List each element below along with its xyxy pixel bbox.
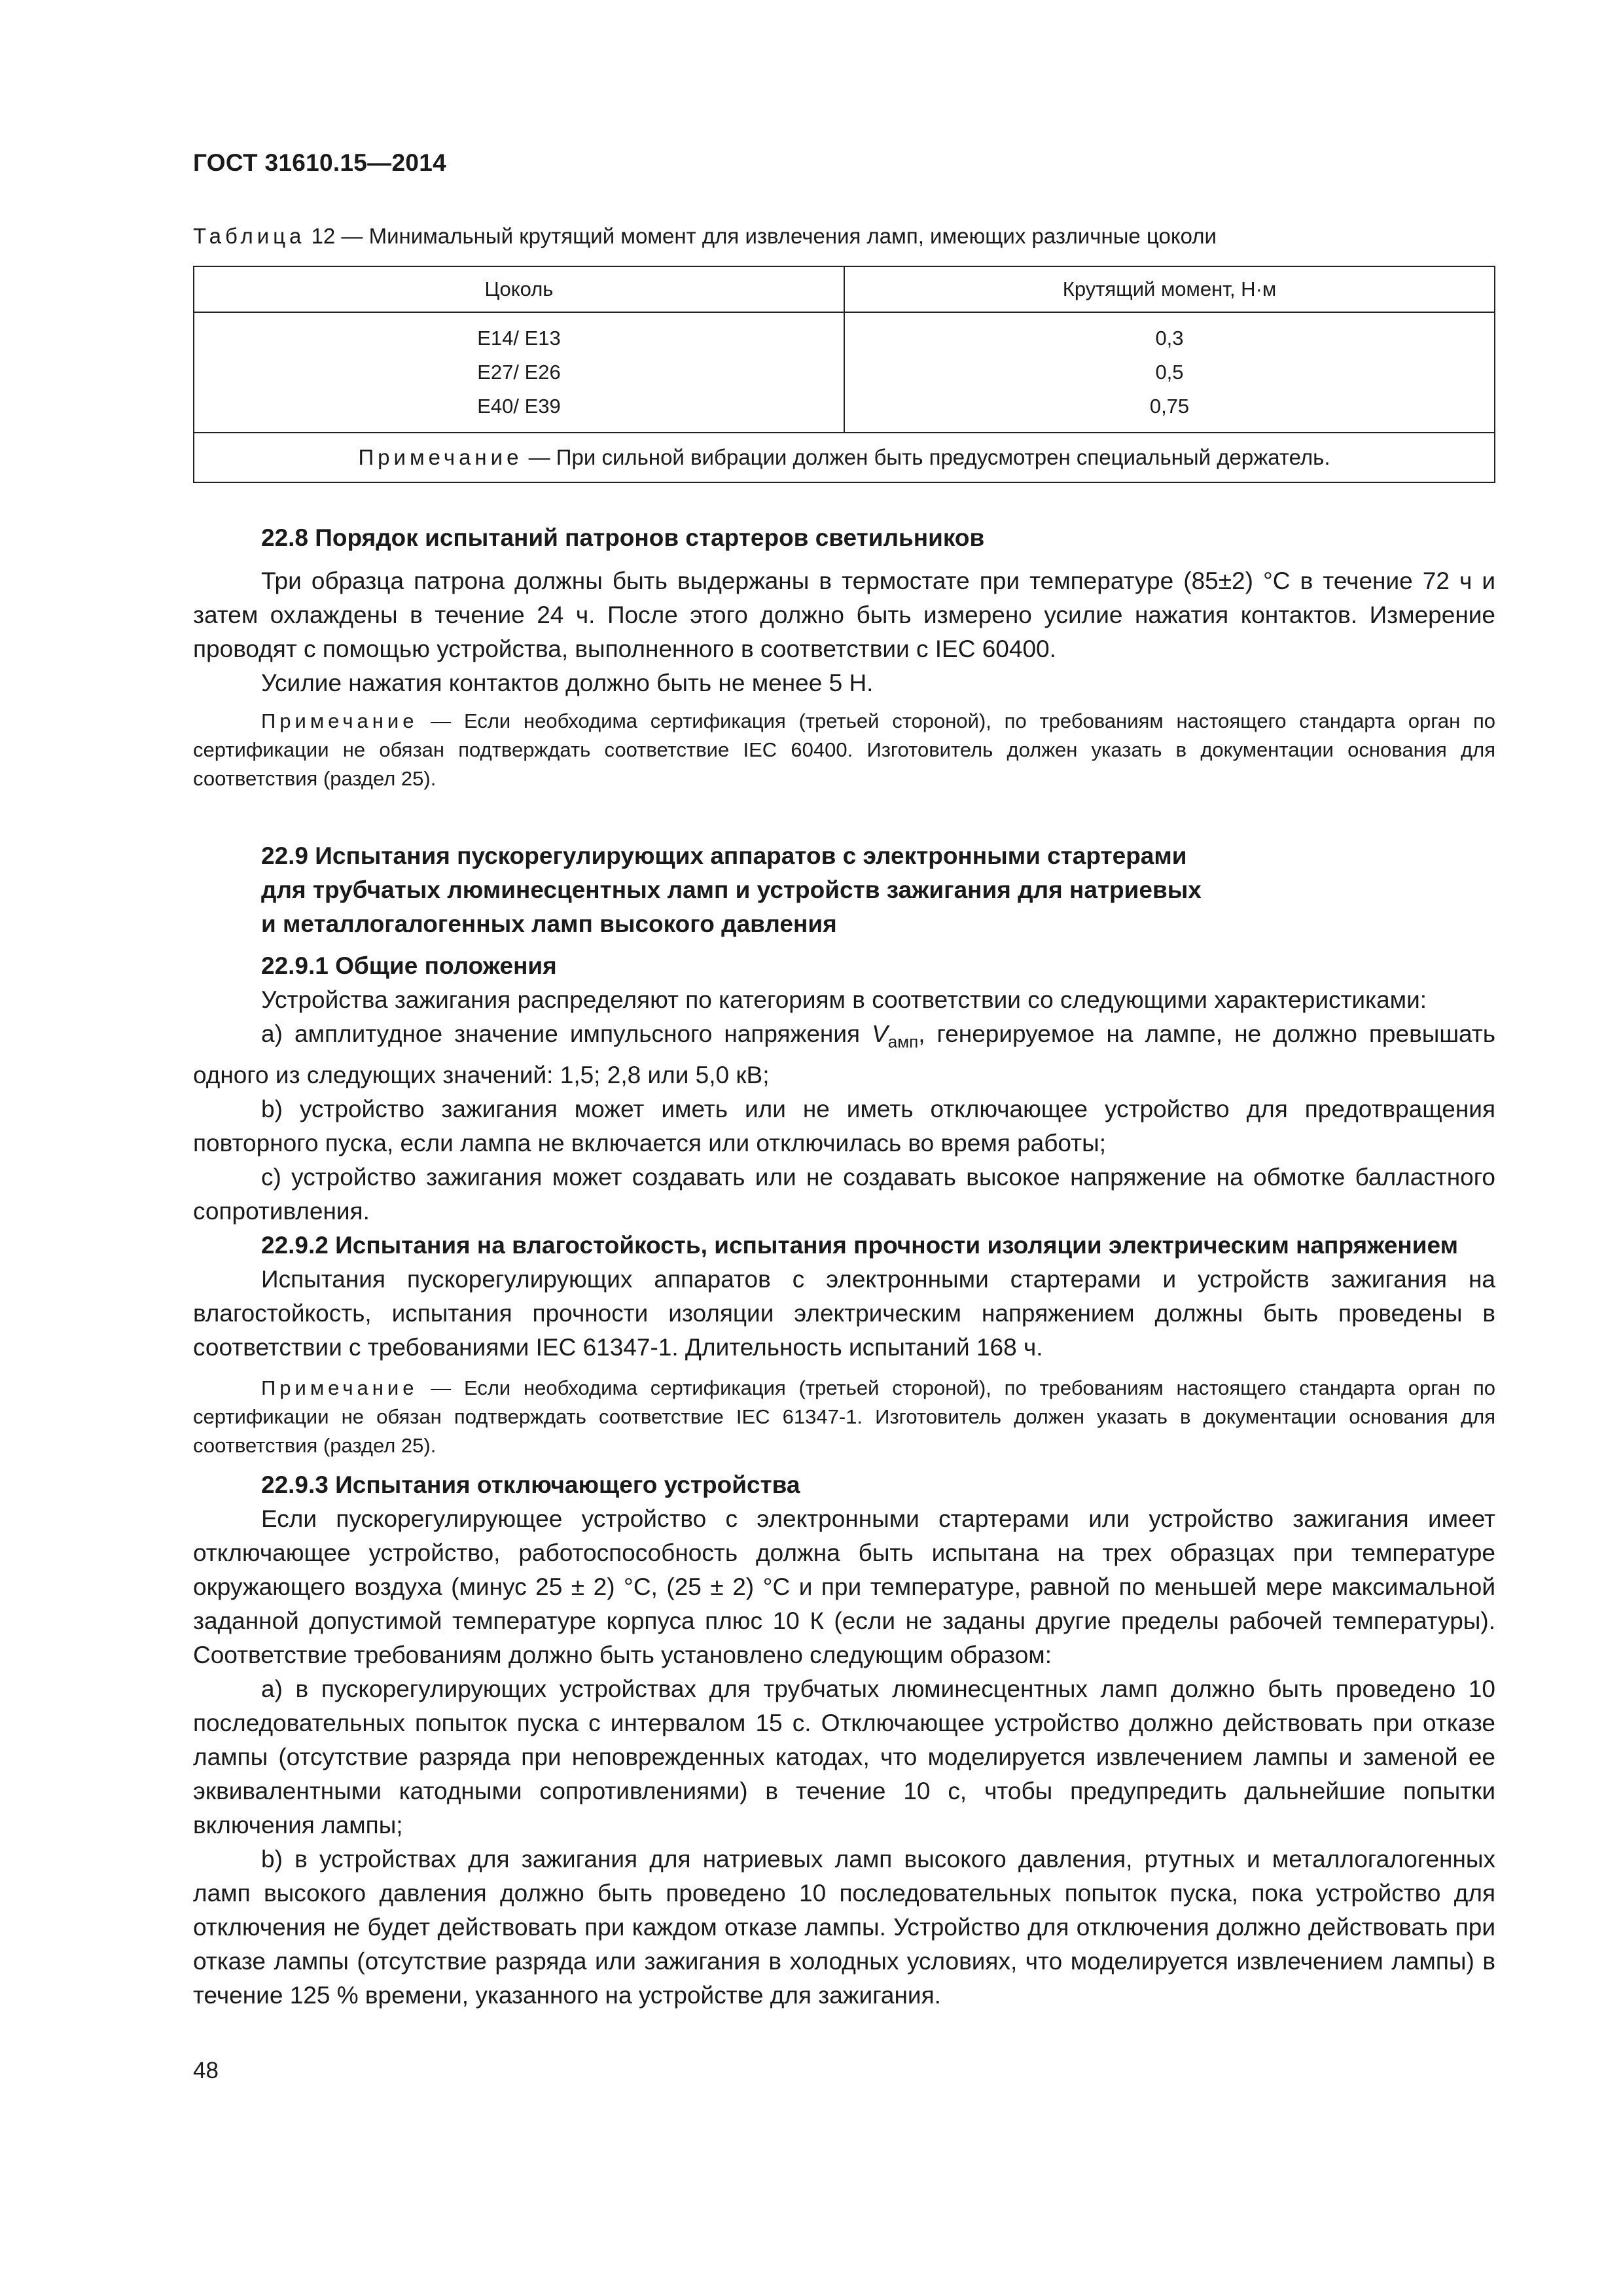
- list-item: b) устройство зажигания может иметь или не иметь отключающее устройство для предотвращения повторного пуска, если лампа не включается или отключилась во время работы;: [193, 1096, 1495, 1157]
- table-header-row: [194, 266, 1495, 312]
- table-cell-torque: 0,75: [1149, 395, 1190, 418]
- list-item: [193, 1017, 1495, 1092]
- table-note-text: — При сильной вибрации должен быть предусмотрен специальный держатель.: [522, 445, 1330, 469]
- subsection-title: 22.9.2 Испытания на влагостойкость, испытания прочности изоляции электрическим напряжением: [261, 1232, 1458, 1259]
- table-caption: [193, 224, 1217, 249]
- paragraph: Усилие нажатия контактов должно быть не менее 5 Н.: [261, 670, 874, 696]
- page-number: 48: [193, 2058, 219, 2083]
- table-note-row: [194, 433, 1495, 482]
- section-22-8: [193, 521, 1495, 793]
- column-header-base: Цоколь: [194, 266, 844, 312]
- note-label: Примечание: [261, 709, 418, 732]
- document-header: ГОСТ 31610.15—2014: [193, 149, 446, 176]
- column-header-torque: Крутящий момент, Н·м: [844, 266, 1495, 312]
- list-item: b) в устройствах для зажигания для натриевых ламп высокого давления, ртутных и металлогалогенных ламп высокого давления должно быть проведено 10 последовательных попыток пуска, пока устройство для отключения не будет действовать при каждом отказе лампы. Устройство для отключения должно действовать при отказе лампы (отсутствие разряда или зажигания в холодных условиях, что моделируется извлечением лампы) в течение 125 % времени, указанного на устройстве для зажигания.: [193, 1846, 1495, 2009]
- table-caption-label: Таблица: [193, 224, 306, 248]
- section-22-9: [193, 839, 1495, 2013]
- paragraph: Три образца патрона должны быть выдержаны в термостате при температуре (85±2) °С в течение 72 ч и затем охлаждены в течение 24 ч. После этого должно быть измерено усилие нажатия контактов. Измерение проводят с помощью устройства, выполненного в соответствии с IEC 60400.: [193, 567, 1495, 662]
- voltage-symbol: V: [872, 1020, 888, 1047]
- note-text: — Если необходима сертификация (третьей стороной), по требованиям настоящего стандарта орган по сертификации не обязан подтверждать соответствие IEC 61347-1. Изготовитель должен указать в документации основания для соответствия (раздел 25).: [193, 1376, 1495, 1458]
- table-cell-base: E40/ E39: [477, 395, 561, 418]
- paragraph: Испытания пускорегулирующих аппаратов с электронными стартерами и устройств зажигания на влагостойкость, испытания прочности изоляции электрическим напряжением должны быть проведены в соответствии с требованиями IEC 61347-1. Длительность испытаний 168 ч.: [193, 1266, 1495, 1361]
- list-item: с) устройство зажигания может создавать или не создавать высокое напряжение на обмотке балластного сопротивления.: [193, 1164, 1495, 1225]
- note: [193, 1374, 1495, 1460]
- paragraph: Устройства зажигания распределяют по категориям в соответствии со следующими характеристиками:: [261, 986, 1427, 1013]
- torque-table: [193, 266, 1495, 483]
- subsection-title: 22.9.1 Общие положения: [261, 952, 557, 979]
- section-title-line: для трубчатых люминесцентных ламп и устройств зажигания для натриевых: [261, 876, 1202, 903]
- torque-cell: [844, 312, 1495, 433]
- note: [193, 707, 1495, 793]
- section-title: 22.8 Порядок испытаний патронов стартеров светильников: [261, 524, 985, 551]
- voltage-subscript: амп: [887, 1031, 919, 1052]
- list-item: а) в пускорегулирующих устройствах для трубчатых люминесцентных ламп должно быть проведено 10 последовательных попыток пуска с интервалом 15 с. Отключающее устройство должно действовать при отказе лампы (отсутствие разряда при неповрежденных катодах, что моделируется извлечением лампы и заменой ее эквивалентными катодными сопротивлениями) в течение 10 с, чтобы предупредить дальнейшие попытки включения лампы;: [193, 1676, 1495, 1839]
- table-body-row: [194, 312, 1495, 433]
- table-cell-torque: 0,3: [1155, 327, 1184, 350]
- table-caption-text: 12 — Минимальный крутящий момент для извлечения ламп, имеющих различные цоколи: [305, 224, 1217, 248]
- table-cell-base: E27/ E26: [477, 361, 561, 384]
- table-note-label: Примечание: [358, 445, 523, 469]
- paragraph: Если пускорегулирующее устройство с электронными стартерами или устройство зажигания имеет отключающее устройство, работоспособность должна быть испытана на трех образцах при температуре окружающего воздуха (минус 25 ± 2) °С, (25 ± 2) °С и при температуре, равной по меньшей мере максимальной заданной допустимой температуре корпуса плюс 10 К (если не заданы другие пределы рабочей температуры). Соответствие требованиям должно быть установлено следующим образом:: [193, 1505, 1495, 1669]
- section-title-line: и металлогалогенных ламп высокого давления: [261, 910, 837, 937]
- list-item-text: a) амплитудное значение импульсного напряжения: [261, 1020, 872, 1047]
- subsection-title: 22.9.3 Испытания отключающего устройства: [261, 1471, 800, 1499]
- note-text: — Если необходима сертификация (третьей стороной), по требованиям настоящего стандарта орган по сертификации не обязан подтверждать соответствие IEC 60400. Изготовитель должен указать в документации основания для соответствия (раздел 25).: [193, 709, 1495, 790]
- section-title-line: 22.9 Испытания пускорегулирующих аппаратов с электронными стартерами: [261, 842, 1187, 869]
- note-label: Примечание: [261, 1376, 418, 1400]
- table-cell-torque: 0,5: [1155, 361, 1184, 384]
- table-note: [194, 433, 1495, 482]
- base-cell: [194, 312, 844, 433]
- table-cell-base: E14/ E13: [477, 327, 561, 350]
- list-item-text: , генерируемое на лампе, не должно превышать одного из следующих значений: 1,5; 2,8 или 5,0 кВ;: [193, 1020, 1495, 1089]
